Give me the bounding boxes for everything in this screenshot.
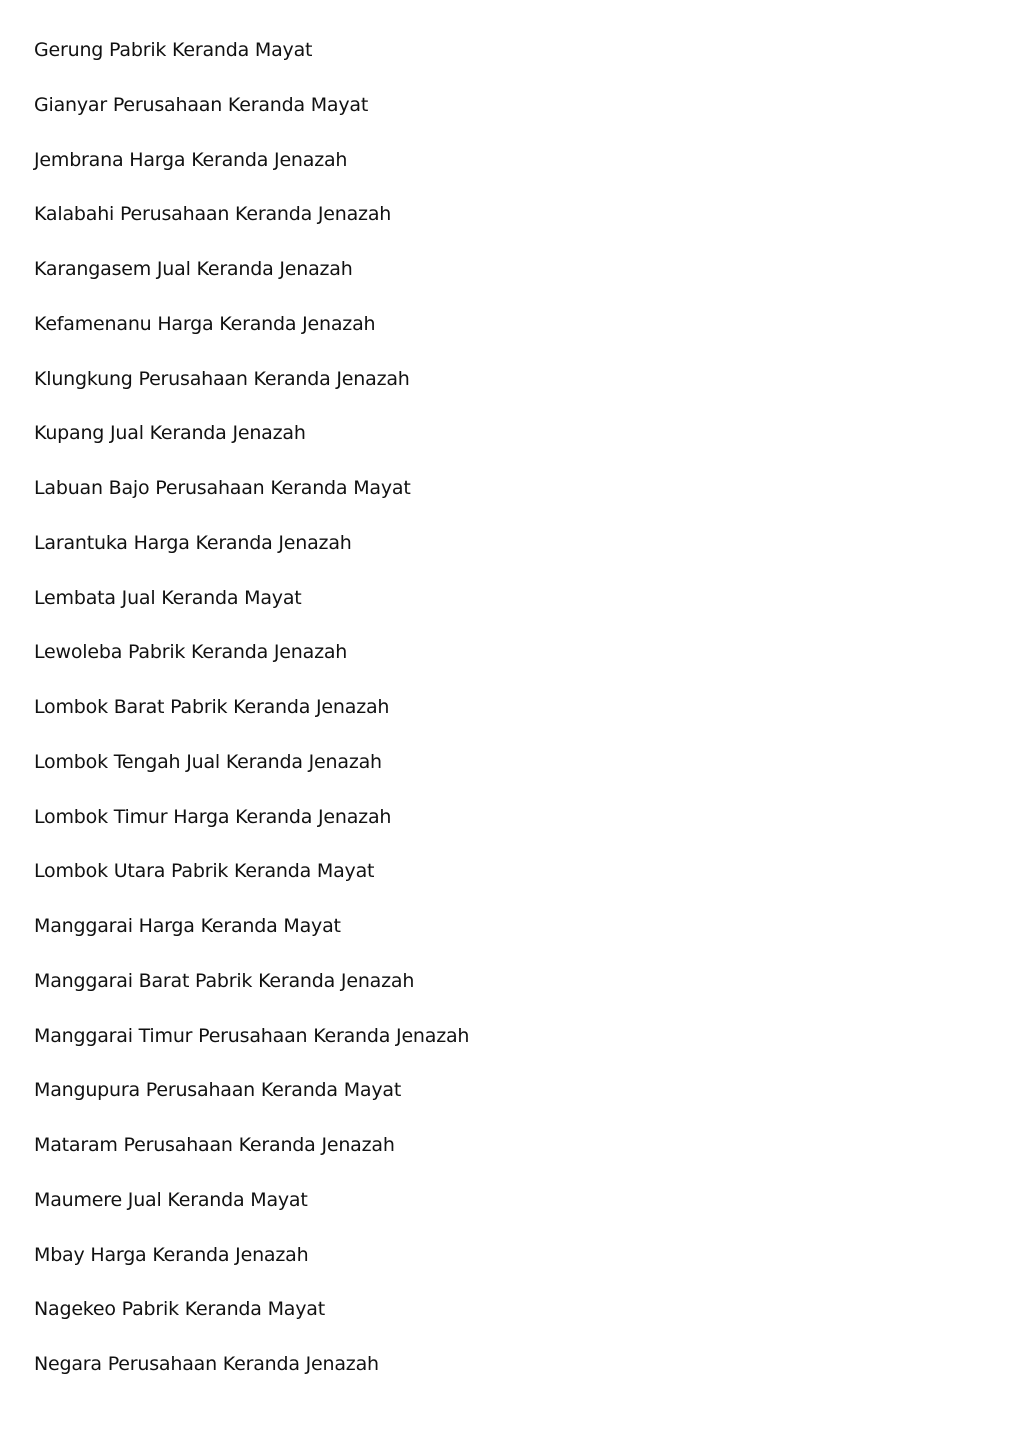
list-item: Mbay Harga Keranda Jenazah xyxy=(34,1243,309,1266)
list-item: Kalabahi Perusahaan Keranda Jenazah xyxy=(34,203,392,226)
list-item: Lombok Timur Harga Keranda Jenazah xyxy=(34,805,392,828)
list-item: Gianyar Perusahaan Keranda Mayat xyxy=(34,93,369,116)
list-item: Manggarai Barat Pabrik Keranda Jenazah xyxy=(34,969,415,992)
list-item: Lombok Tengah Jual Keranda Jenazah xyxy=(34,750,382,773)
location-list xyxy=(34,36,934,1405)
list-item: Kefamenanu Harga Keranda Jenazah xyxy=(34,312,376,335)
list-item: Jembrana Harga Keranda Jenazah xyxy=(34,148,348,171)
list-item: Lombok Utara Pabrik Keranda Mayat xyxy=(34,860,375,883)
list-item: Lombok Barat Pabrik Keranda Jenazah xyxy=(34,696,390,718)
list-item: Kupang Jual Keranda Jenazah xyxy=(34,422,306,445)
list-item: Labuan Bajo Perusahaan Keranda Mayat xyxy=(34,477,411,499)
list-item: Gerung Pabrik Keranda Mayat xyxy=(34,39,313,61)
list-item: Nagekeo Pabrik Keranda Mayat xyxy=(34,1298,325,1321)
list-item: Maumere Jual Keranda Mayat xyxy=(34,1188,308,1211)
list-item: Larantuka Harga Keranda Jenazah xyxy=(34,531,352,554)
list-item: Lewoleba Pabrik Keranda Jenazah xyxy=(34,641,348,664)
list-item: Karangasem Jual Keranda Jenazah xyxy=(34,258,353,280)
list-item: Mangupura Perusahaan Keranda Mayat xyxy=(34,1079,402,1102)
list-item: Manggarai Timur Perusahaan Keranda Jenazah xyxy=(34,1024,470,1047)
list-item: Negara Perusahaan Keranda Jenazah xyxy=(34,1353,379,1375)
list-item: Lembata Jual Keranda Mayat xyxy=(34,586,302,609)
list-item: Mataram Perusahaan Keranda Jenazah xyxy=(34,1134,395,1156)
list-item: Klungkung Perusahaan Keranda Jenazah xyxy=(34,367,410,390)
list-item: Manggarai Harga Keranda Mayat xyxy=(34,915,341,937)
